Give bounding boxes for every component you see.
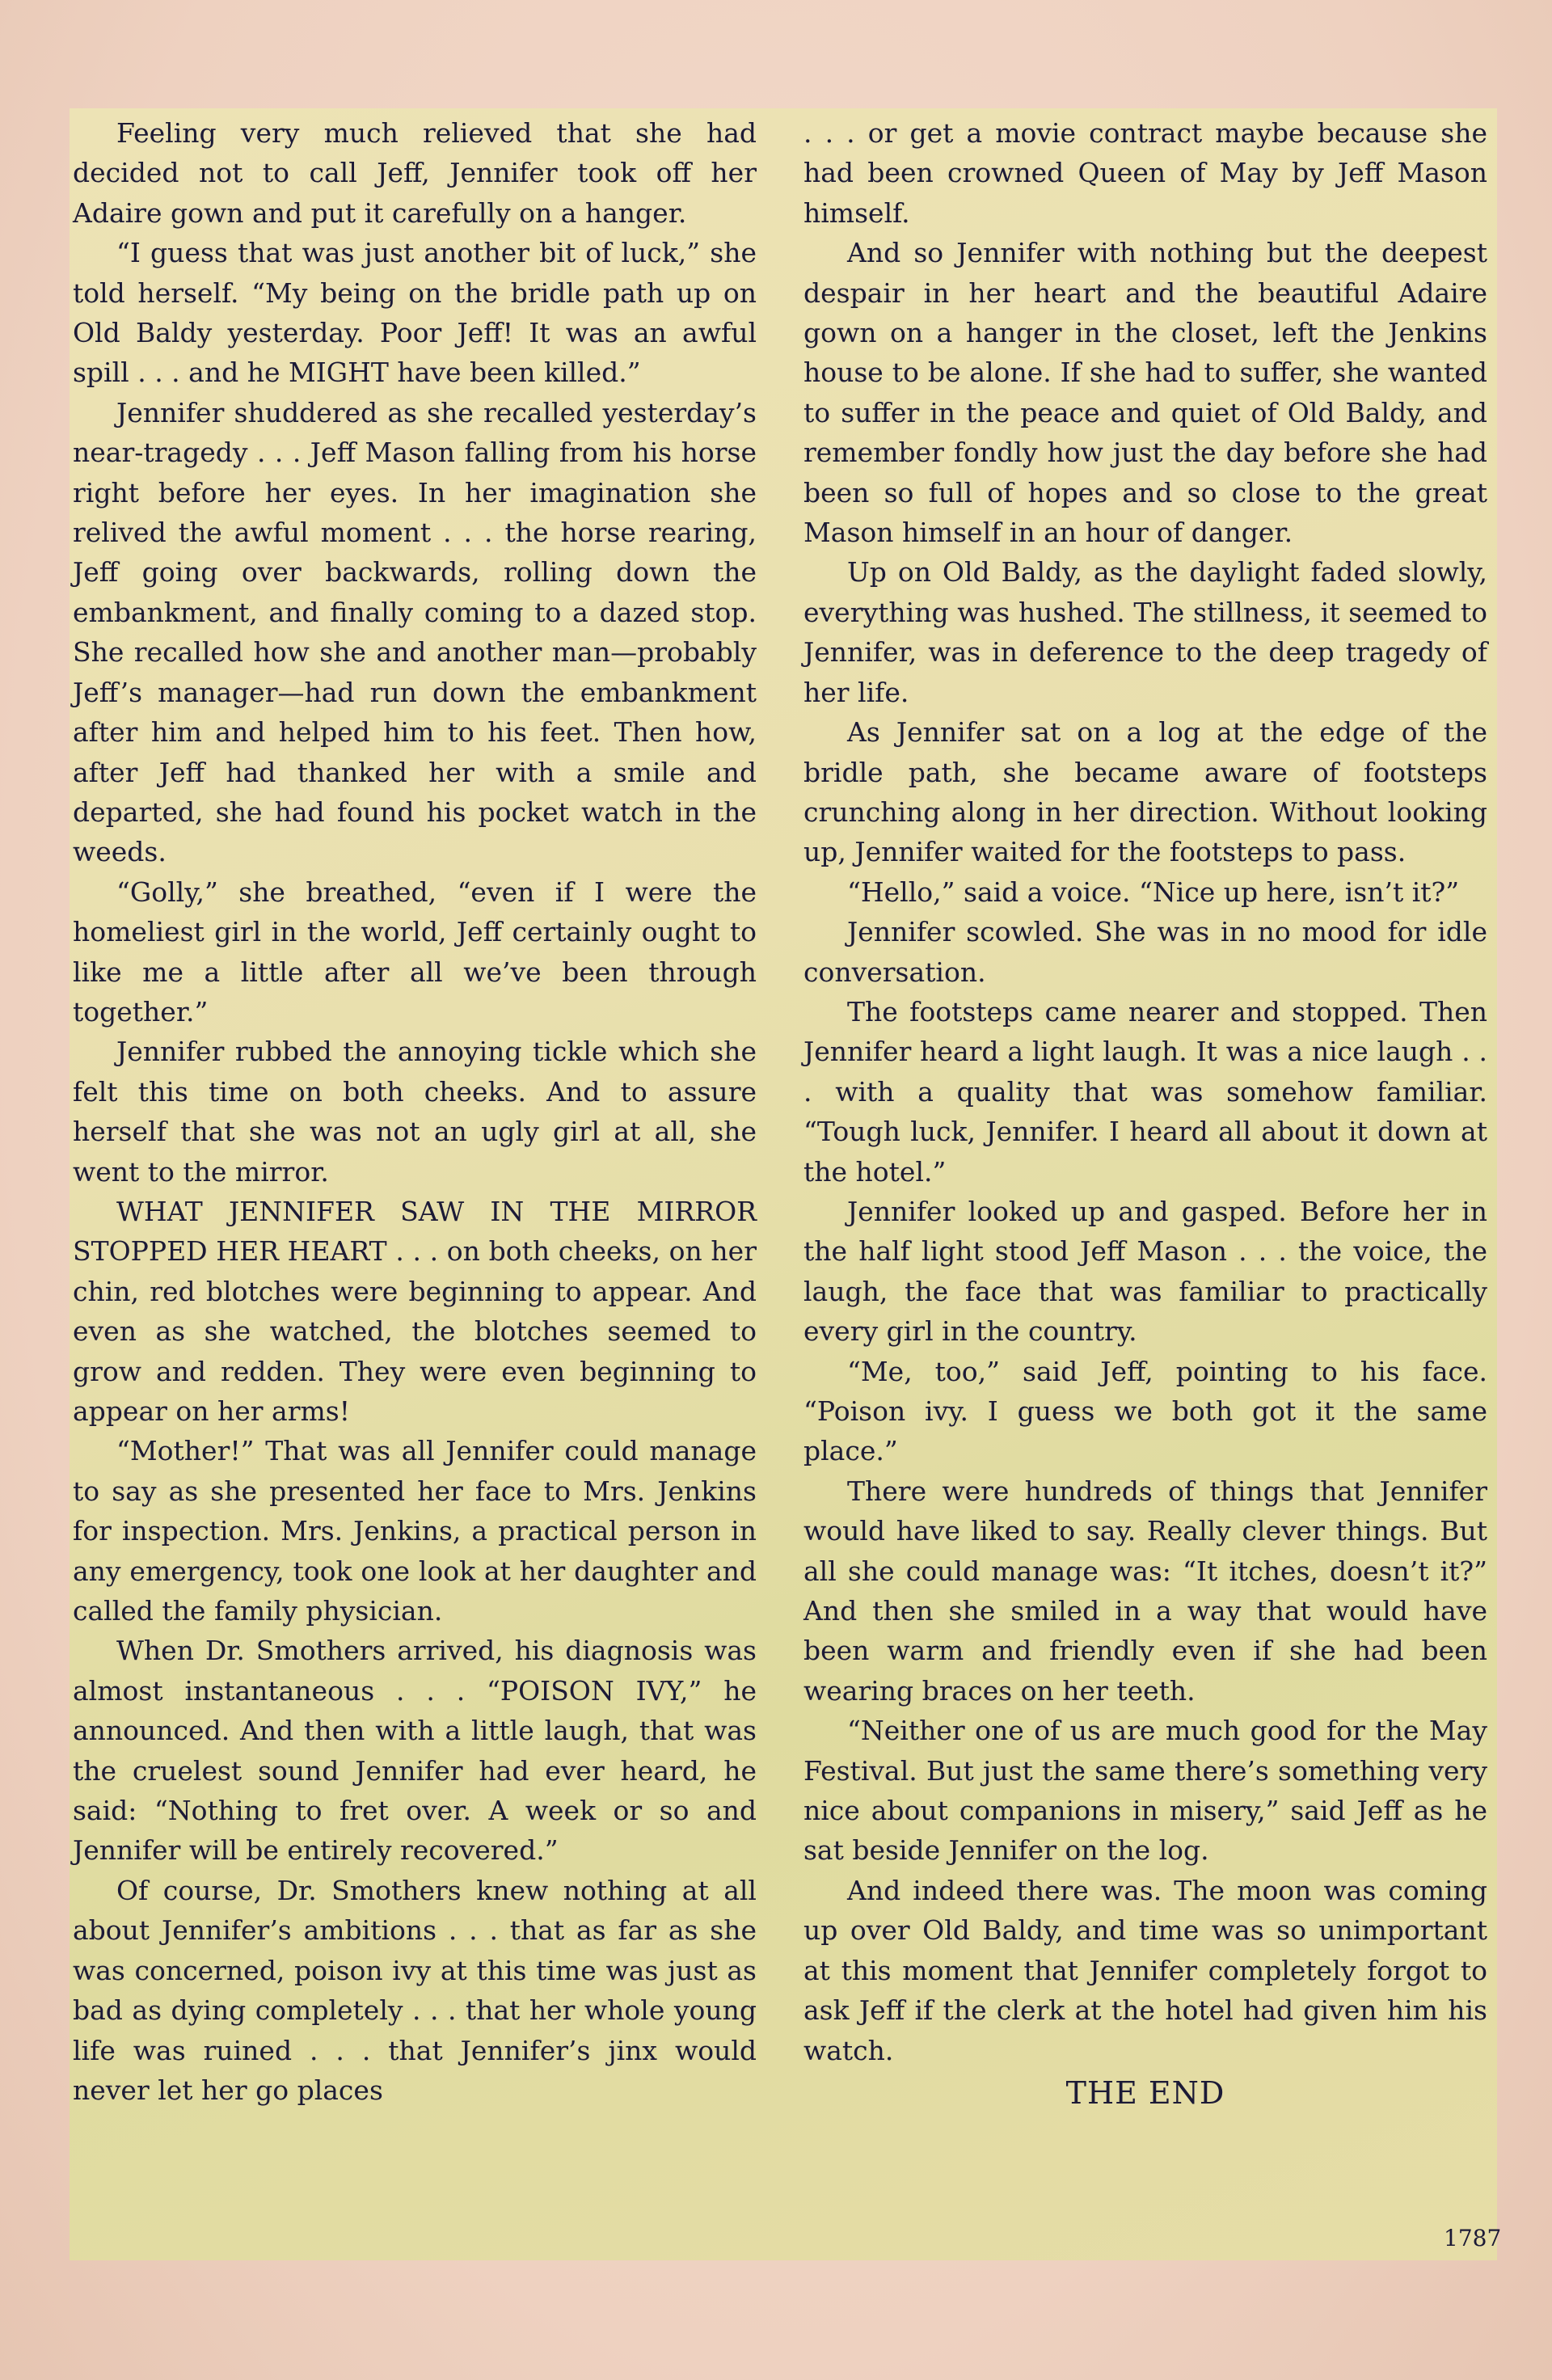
paragraph: . . . or get a movie contract maybe because she had been crowned Queen of May by Jeff Mason himself. bbox=[803, 117, 1487, 229]
paragraph: WHAT JENNIFER SAW IN THE MIRROR STOPPED HER HEART . . . on both cheeks, on her chin, red blotches were beginning to appear. And even as she watched, the blotches seemed to grow and redden. They were even beginning to appear on her arms! bbox=[73, 1195, 757, 1427]
paragraph: Jennifer scowled. She was in no mood for idle conversation. bbox=[803, 916, 1487, 988]
paragraph: “Mother!” That was all Jennifer could manage to say as she presented her face to Mrs. Jenkins for inspection. Mrs. Jenkins, a practical person in any emergency, took one look at her daughter and called the family physician. bbox=[73, 1435, 757, 1627]
paragraph: As Jennifer sat on a log at the edge of the bridle path, she became aware of footsteps crunching along in her direction. Without looking up, Jennifer waited for the footsteps to pass. bbox=[803, 716, 1487, 868]
left-column bbox=[73, 113, 757, 2110]
paragraph: And so Jennifer with nothing but the deepest despair in her heart and the beautiful Adaire gown on a hanger in the closet, left the Jenkins house to be alone. If she had to suffer, she wanted to suffer in the peace and quiet of Old Baldy, and remember fondly how just the day before she had been so full of hopes and so close to the great Mason himself in an hour of danger. bbox=[803, 237, 1487, 549]
right-column bbox=[803, 113, 1487, 2113]
paragraph: “Me, too,” said Jeff, pointing to his face. “Poison ivy. I guess we both got it the same place.” bbox=[803, 1355, 1487, 1467]
paragraph: Up on Old Baldy, as the daylight faded slowly, everything was hushed. The stillness, it seemed to Jennifer, was in deference to the deep tragedy of her life. bbox=[803, 556, 1487, 708]
paragraph: Jennifer shuddered as she recalled yesterday’s near-tragedy . . . Jeff Mason falling from his horse right before her eyes. In her imagination she relived the awful moment . . . the horse rearing, Jeff going over backwards, rolling down the embankment, and finally coming to a dazed stop. She recalled how she and another man—probably Jeff’s manager—had run down the embankment after him and helped him to his feet. Then how, after Jeff had thanked her with a smile and departed, she had found his pocket watch in the weeds. bbox=[73, 396, 757, 868]
paragraph: Of course, Dr. Smothers knew nothing at all about Jennifer’s ambitions . . . that as far as she was concerned, poison ivy at this time was just as bad as dying completely . . . that her whole young life was ruined . . . that Jennifer’s jinx would never let her go places bbox=[73, 1874, 757, 2106]
paragraph: “Hello,” said a voice. “Nice up here, isn’t it?” bbox=[847, 876, 1460, 908]
paragraph: Feeling very much relieved that she had decided not to call Jeff, Jennifer took off her Adaire gown and put it carefully on a hanger. bbox=[73, 117, 757, 229]
paragraph: When Dr. Smothers arrived, his diagnosis was almost instantaneous . . . “POISON IVY,” he announced. And then with a little laugh, that was the cruelest sound Jennifer had ever heard, he said: “Nothing to fret over. A week or so and Jennifer will be entirely recovered.” bbox=[73, 1635, 757, 1867]
paragraph: There were hundreds of things that Jennifer would have liked to say. Really clever things. But all she could manage was: “It itches, doesn’t it?” And then she smiled in a way that would have been warm and friendly even if she had been wearing braces on her teeth. bbox=[803, 1475, 1487, 1707]
paragraph: “I guess that was just another bit of luck,” she told herself. “My being on the bridle path up on Old Baldy yesterday. Poor Jeff! It was an awful spill . . . and he MIGHT have been killed.” bbox=[73, 237, 757, 389]
paragraph: The footsteps came nearer and stopped. Then Jennifer heard a light laugh. It was a nice laugh . . . with a quality that was somehow familiar. “Tough luck, Jennifer. I heard all about it down at the hotel.” bbox=[803, 995, 1487, 1188]
paragraph: And indeed there was. The moon was coming up over Old Baldy, and time was so unimportant at this moment that Jennifer completely forgot to ask Jeff if the clerk at the hotel had given him his watch. bbox=[803, 1874, 1487, 2066]
paragraph: “Golly,” she breathed, “even if I were the homeliest girl in the world, Jeff certainly ought to like me a little after all we’ve been through together.” bbox=[73, 876, 757, 1028]
the-end-label: THE END bbox=[1065, 2074, 1225, 2111]
paragraph: “Neither one of us are much good for the May Festival. But just the same there’s something very nice about companions in misery,” said Jeff as he sat beside Jennifer on the log. bbox=[803, 1715, 1487, 1867]
paragraph: Jennifer looked up and gasped. Before her in the half light stood Jeff Mason . . . the voice, the laugh, the face that was familiar to practically every girl in the country. bbox=[803, 1195, 1487, 1348]
page-number: 1787 bbox=[1444, 2225, 1502, 2251]
paragraph: Jennifer rubbed the annoying tickle which she felt this time on both cheeks. And to assure herself that she was not an ugly girl at all, she went to the mirror. bbox=[73, 1036, 757, 1188]
